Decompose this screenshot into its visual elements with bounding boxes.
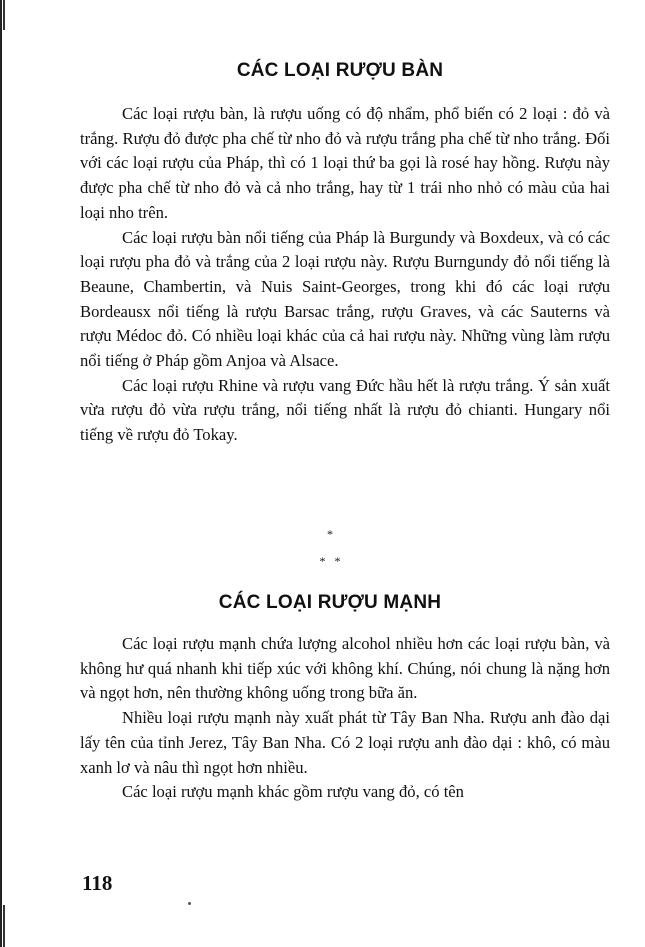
paragraph: Các loại rượu mạnh khác gồm rượu vang đỏ, có tên	[122, 782, 464, 802]
section-heading-table-wines: CÁC LOẠI RƯỢU BÀN	[236, 60, 444, 81]
paragraph: Các loại rượu Rhine và rượu vang Đức hầu hết là rượu trắng. Ý sản xuất vừa rượu đỏ vừa rượu trắng, nổi tiếng nhất là rượu đỏ chianti. Hungary nổi tiếng về rượu đỏ Tokay.	[80, 375, 610, 445]
paragraph: Nhiều loại rượu mạnh này xuất phát từ Tây Ban Nha. Rượu anh đào dại lấy tên của tỉnh Jerez, Tây Ban Nha. Có 2 loại rượu anh đào dại : khô, có màu xanh lơ và nâu thì ngọt hơn nhiều.	[80, 708, 610, 777]
table-wines-body	[80, 102, 610, 448]
paragraph: Các loại rượu bàn nổi tiếng của Pháp là Burgundy và Boxdeux, và có các loại rượu pha đỏ và trắng của 2 loại rượu này. Rượu Burngundy đỏ nổi tiếng là Beaune, Chambertin, và Nuis Saint-Georges, trong khi đó các loại rượu Bordeausx nổi tiếng là rượu Barsac trắng, rượu Graves, và các Sauterns và rượu Médoc đỏ. Có nhiều loại khác của cả hai rượu này. Những vùng làm rượu nổi tiếng ở Pháp gồm Anjoa và Alsace.	[80, 227, 610, 371]
paragraph: Các loại rượu bàn, là rượu uống có độ nhẩm, phổ biến có 2 loại : đỏ và trắng. Rượu đỏ được pha chế từ nho đỏ và rượu trắng pha chế từ nho trắng. Đối với các loại rượu của Pháp, thì có 1 loại thứ ba gọi là rosé hay hồng. Rượu này được pha chế từ nho đỏ và cả nho trắng, hay từ 1 trái nho nhỏ có màu của hai loại nho trên.	[80, 104, 610, 222]
strong-liquors-body	[80, 632, 610, 805]
section-separator	[0, 528, 645, 568]
scan-binding-edge	[0, 0, 4, 947]
separator-bottom-stars: * *	[319, 554, 341, 568]
scan-speck	[188, 902, 191, 905]
separator-top-star: *	[327, 527, 333, 541]
scan-edge-mark	[3, 905, 5, 947]
scan-edge-mark	[3, 0, 5, 30]
page-number: 118	[82, 871, 113, 895]
section-heading-strong-liquors: CÁC LOẠI RƯỢU MẠNH	[218, 592, 442, 613]
paragraph: Các loại rượu mạnh chứa lượng alcohol nhiều hơn các loại rượu bàn, và không hư quá nhanh khi tiếp xúc với không khí. Chúng, nói chung là nặng hơn và ngọt hơn, nên thường không uống trong bữa ăn.	[80, 634, 610, 703]
